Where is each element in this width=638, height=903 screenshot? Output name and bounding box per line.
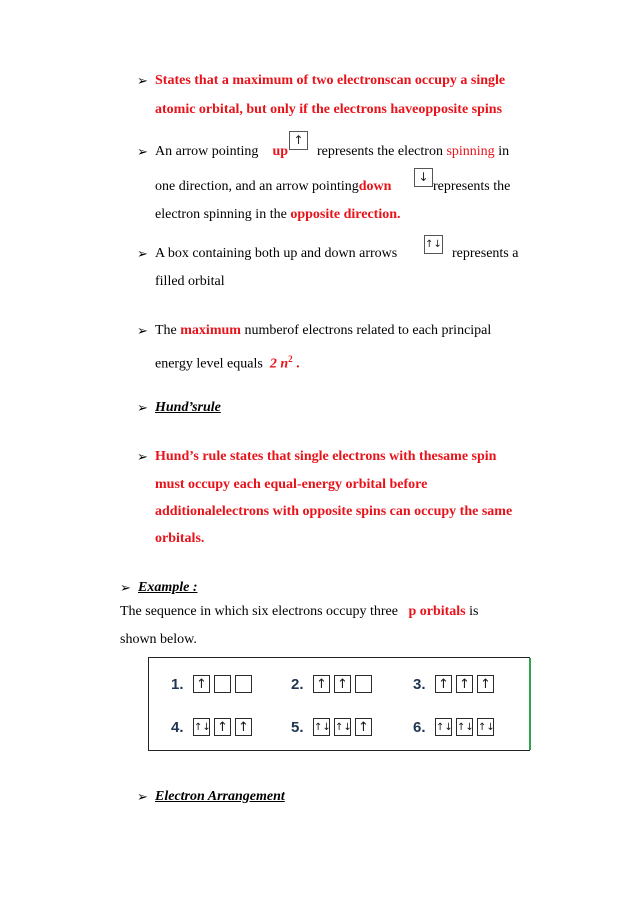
p-orbitals: p orbitals <box>408 604 466 619</box>
orbital-label: 6. <box>413 719 426 736</box>
formula-exponent: 2 <box>288 354 293 364</box>
hund-rule-heading: Hund’srule <box>155 400 221 415</box>
orbital-box: ↑ <box>355 718 372 736</box>
arrow-up-line <box>155 143 288 161</box>
orbital-box: ↑↓ <box>193 718 210 736</box>
bullet-icon: ➢ <box>137 449 148 464</box>
orbital-box: ↑ <box>334 675 351 693</box>
text: represents the electron <box>317 144 443 159</box>
orbital-label: 3. <box>413 676 426 693</box>
orbital-box: ↑ <box>235 718 252 736</box>
example-line-2: shown below. <box>120 632 197 647</box>
hund-line-1: Hund’s rule states that single electrons with thesame spin <box>155 449 497 464</box>
bullet-icon: ➢ <box>137 144 148 159</box>
text: electron spinning in the <box>155 207 287 222</box>
opposite-line <box>155 206 401 224</box>
orbital-box: ↑↓ <box>456 718 473 736</box>
arrow-down-line <box>155 178 391 196</box>
max-electrons-line-1 <box>155 322 491 340</box>
down-word: down <box>358 179 392 194</box>
text: numberof electrons related to each principal <box>244 323 492 338</box>
text: is <box>469 604 479 619</box>
spinning-word: spinning <box>446 144 495 159</box>
bullet-icon: ➢ <box>137 246 148 261</box>
orbital-box: ↑↓ <box>313 718 330 736</box>
orbital-box: ↑↓ <box>334 718 351 736</box>
text: one direction, and an arrow pointing <box>155 179 359 194</box>
arrow-up-line-cont <box>317 143 509 161</box>
opposite-direction: opposite direction. <box>290 207 401 222</box>
orbital-box <box>235 675 252 693</box>
orbital-box: ↑ <box>477 675 494 693</box>
hund-line-2: must occupy each equal-energy orbital before <box>155 477 428 492</box>
up-word: up <box>272 144 289 159</box>
bullet-icon: ➢ <box>137 400 148 415</box>
updown-arrow-icon: ↑↓ <box>424 235 443 254</box>
pauli-line-2: atomic orbital, but only if the electrons haveopposite spins <box>155 102 503 117</box>
max-electrons-line-2 <box>155 350 300 374</box>
arrow-down-line-cont: represents the <box>433 179 511 194</box>
orbital-box <box>214 675 231 693</box>
orbital-box: ↑↓ <box>477 718 494 736</box>
formula-dot: . <box>296 356 300 372</box>
bullet-icon: ➢ <box>120 580 131 595</box>
filled-orbital-line-1-cont: represents a <box>452 246 519 261</box>
orbital-label: 4. <box>171 719 184 736</box>
figure-edge <box>529 658 531 750</box>
orbital-box: ↑ <box>193 675 210 693</box>
text: The <box>155 323 177 338</box>
text: An arrow pointing <box>155 144 259 159</box>
orbital-box: ↑ <box>456 675 473 693</box>
down-arrow-icon: ↓ <box>414 168 433 187</box>
filled-orbital-line-1: A box containing both up and down arrows <box>155 246 398 261</box>
pauli-line-1: States that a maximum of two electronscan occupy a single <box>155 73 506 88</box>
electron-arrangement-heading: Electron Arrangement <box>155 789 285 804</box>
filled-orbital-line-2: filled orbital <box>155 274 225 289</box>
orbital-label: 2. <box>291 676 304 693</box>
orbital-box <box>355 675 372 693</box>
orbital-label: 5. <box>291 719 304 736</box>
bullet-icon: ➢ <box>137 73 148 88</box>
orbital-box: ↑ <box>313 675 330 693</box>
formula: 2 n <box>269 356 289 372</box>
example-line-1 <box>120 603 478 621</box>
example-heading: Example : <box>138 580 198 595</box>
up-arrow-icon: ↑ <box>289 131 308 150</box>
orbital-box: ↑↓ <box>435 718 452 736</box>
text: The sequence in which six electrons occupy three <box>120 604 398 619</box>
hund-line-4: orbitals. <box>155 531 205 546</box>
text: energy level equals <box>155 356 263 372</box>
hund-line-3: additionalelectrons with opposite spins can occupy the same <box>155 504 513 519</box>
orbital-figure <box>148 657 530 751</box>
maximum-word: maximum <box>180 323 241 338</box>
bullet-icon: ➢ <box>137 323 148 338</box>
orbital-box: ↑ <box>214 718 231 736</box>
bullet-icon: ➢ <box>137 789 148 804</box>
orbital-box: ↑ <box>435 675 452 693</box>
orbital-label: 1. <box>171 676 184 693</box>
text: in <box>498 144 510 159</box>
